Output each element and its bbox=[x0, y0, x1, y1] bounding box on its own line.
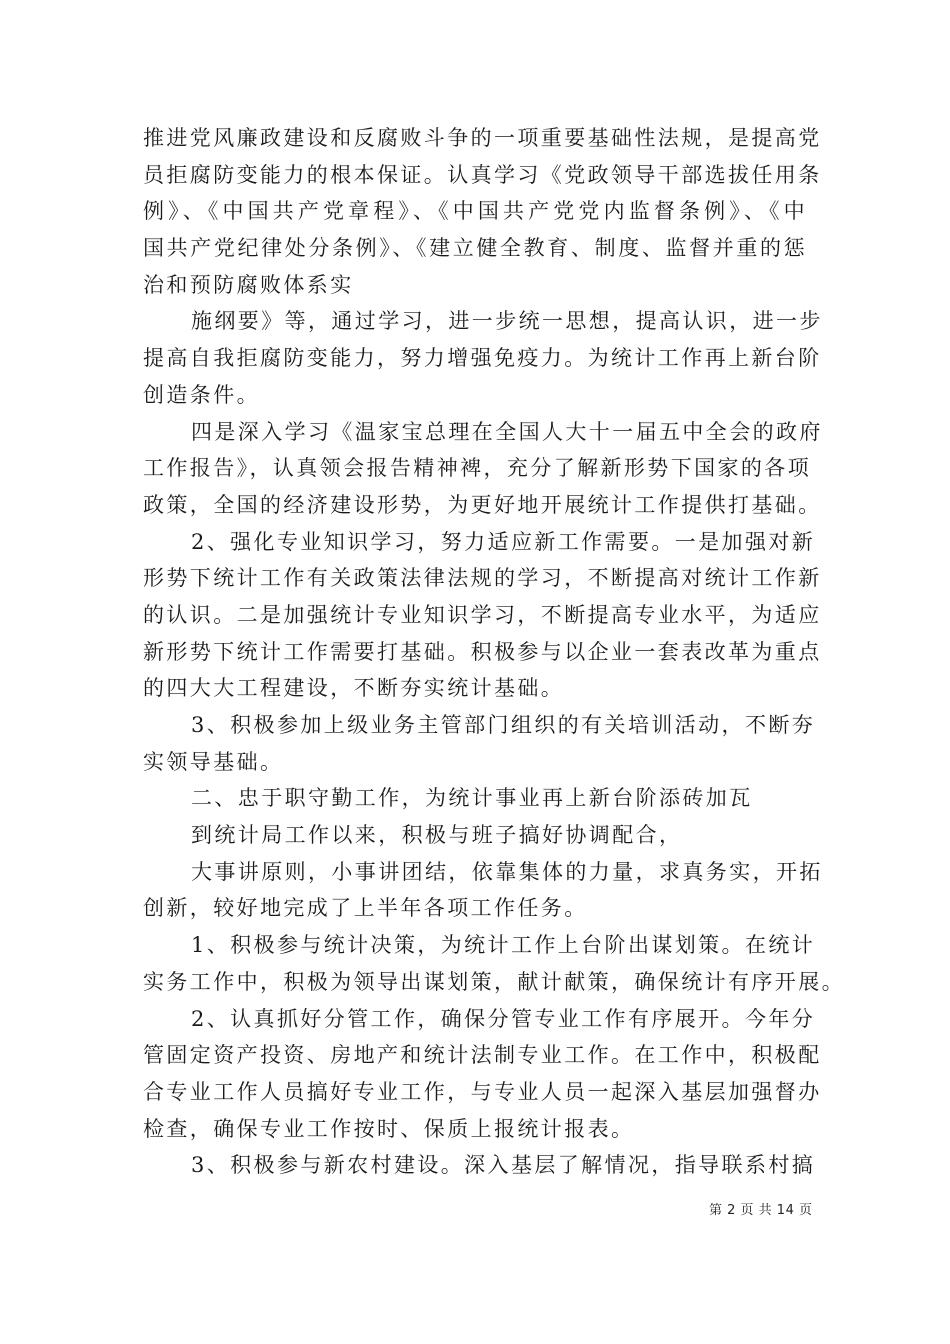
text-line: 形势下统计工作有关政策法律法规的学习，不断提高对统计工作新 bbox=[143, 566, 822, 591]
text-line: 政策，全国的经济建设形势，为更好地开展统计工作提供打基础。 bbox=[143, 492, 822, 517]
text-line: 2、认真抓好分管工作，确保分管专业工作有序展开。今年分 bbox=[191, 1006, 816, 1031]
text-line: 国共产党纪律处分条例》、《建立健全教育、制度、监督并重的惩 bbox=[143, 236, 807, 261]
text-line: 检查，确保专业工作按时、保质上报统计报表。 bbox=[143, 1116, 635, 1141]
page-number-footer: 第 2 页 共 14 页 bbox=[709, 1203, 813, 1218]
text-line: 2、强化专业知识学习，努力适应新工作需要。一是加强对新 bbox=[191, 529, 816, 554]
text-line: 工作报告》，认真领会报告精神裨，充分了解新形势下国家的各项 bbox=[143, 456, 812, 481]
text-line: 新形势下统计工作需要打基础。积极参与以企业一套表改革为重点 bbox=[143, 639, 822, 664]
text-line: 到统计局工作以来，积极与班子搞好协调配合， bbox=[191, 823, 683, 848]
text-line: 管固定资产投资、房地产和统计法制专业工作。在工作中，积极配 bbox=[143, 1043, 822, 1068]
text-line: 实领导基础。 bbox=[143, 749, 284, 774]
text-line: 四是深入学习《温家宝总理在全国人大十一届五中全会的政府 bbox=[191, 419, 823, 444]
text-line: 大事讲原则，小事讲团结，依靠集体的力量，求真务实，开拓 bbox=[191, 859, 823, 884]
text-line: 例》、《中国共产党章程》、《中国共产党党内监督条例》、《中 bbox=[143, 199, 807, 224]
text-line: 提高自我拒腐防变能力，努力增强免疫力。为统计工作再上新台阶 bbox=[143, 346, 822, 371]
text-line: 创造条件。 bbox=[143, 382, 260, 407]
text-line: 合专业工作人员搞好专业工作，与专业人员一起深入基层加强督办 bbox=[143, 1079, 822, 1104]
section-heading: 二、忠于职守勤工作，为统计事业再上新台阶添砖加瓦 bbox=[191, 786, 753, 811]
body-text bbox=[143, 120, 845, 1184]
text-line: 的四大大工程建设，不断夯实统计基础。 bbox=[143, 676, 565, 701]
text-line: 治和预防腐败体系实 bbox=[143, 272, 354, 297]
text-line: 3、积极参与新农村建设。深入基层了解情况，指导联系村搞 bbox=[191, 1153, 816, 1178]
text-line: 员拒腐防变能力的根本保证。认真学习《党政领导干部选拔任用条 bbox=[143, 162, 822, 187]
text-line: 创新，较好地完成了上半年各项工作任务。 bbox=[143, 896, 588, 921]
text-line: 施纲要》等，通过学习，进一步统一思想，提高认识，进一步 bbox=[191, 309, 823, 334]
text-line: 1、积极参与统计决策，为统计工作上台阶出谋划策。在统计 bbox=[191, 933, 816, 958]
text-line: 3、积极参加上级业务主管部门组织的有关培训活动，不断夯 bbox=[191, 713, 816, 737]
text-line: 的认识。二是加强统计专业知识学习，不断提高专业水平，为适应 bbox=[143, 602, 822, 627]
text-line: 推进党风廉政建设和反腐败斗争的一项重要基础性法规，是提高党 bbox=[143, 126, 822, 150]
text-line: 实务工作中，积极为领导出谋划策，献计献策，确保统计有序开展。 bbox=[143, 969, 845, 994]
